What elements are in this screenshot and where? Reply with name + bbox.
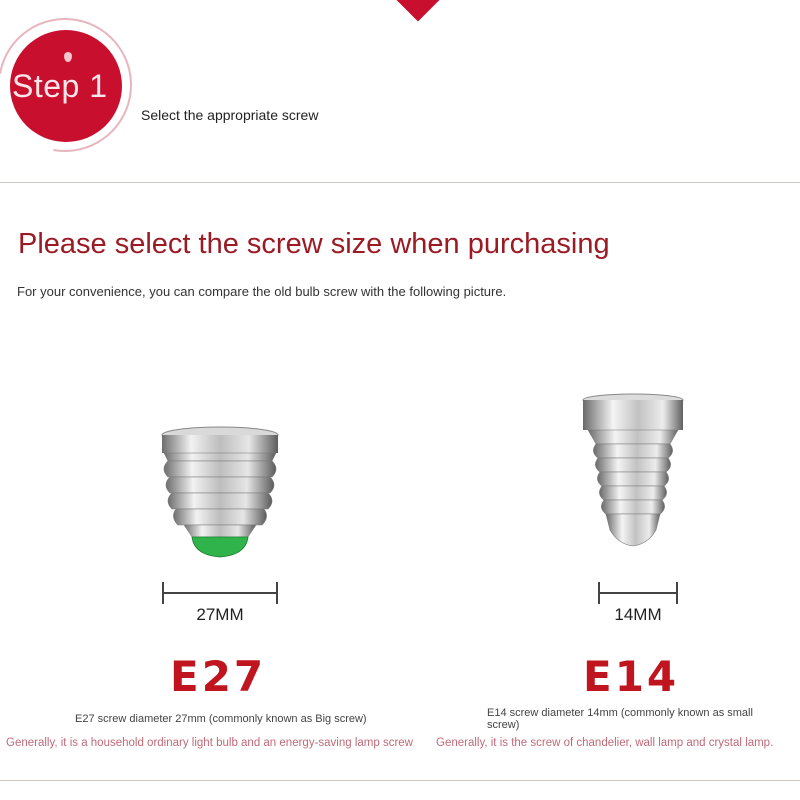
e27-description: E27 screw diameter 27mm (commonly known as Big screw) bbox=[75, 713, 367, 725]
e27-usage: Generally, it is a household ordinary light bulb and an energy-saving lamp screw bbox=[6, 737, 413, 749]
drop-icon bbox=[64, 52, 72, 62]
page-title: Please select the screw size when purchasing bbox=[18, 228, 610, 260]
e14-dimension-bar bbox=[598, 592, 678, 594]
section-divider bbox=[0, 182, 800, 183]
e27-dimension-label: 27MM bbox=[196, 605, 244, 624]
e14-usage: Generally, it is the screw of chandelier, wall lamp and crystal lamp. bbox=[436, 737, 774, 749]
e14-socket-icon bbox=[578, 392, 688, 552]
e27-socket-icon bbox=[150, 425, 290, 565]
bottom-divider bbox=[0, 780, 800, 781]
e27-code: E27 bbox=[170, 652, 267, 701]
page-subtitle: For your convenience, you can compare the old bulb screw with the following picture. bbox=[17, 284, 507, 299]
e14-description: E14 screw diameter 14mm (commonly known as small screw) bbox=[487, 707, 753, 731]
e27-dimension-bar bbox=[162, 592, 278, 594]
e14-code: E14 bbox=[583, 652, 680, 701]
step-label: Step 1 bbox=[12, 68, 108, 104]
e14-dimension-label: 14MM bbox=[614, 605, 662, 624]
step-description: Select the appropriate screw bbox=[141, 107, 319, 123]
top-notch-decoration bbox=[393, 0, 444, 21]
